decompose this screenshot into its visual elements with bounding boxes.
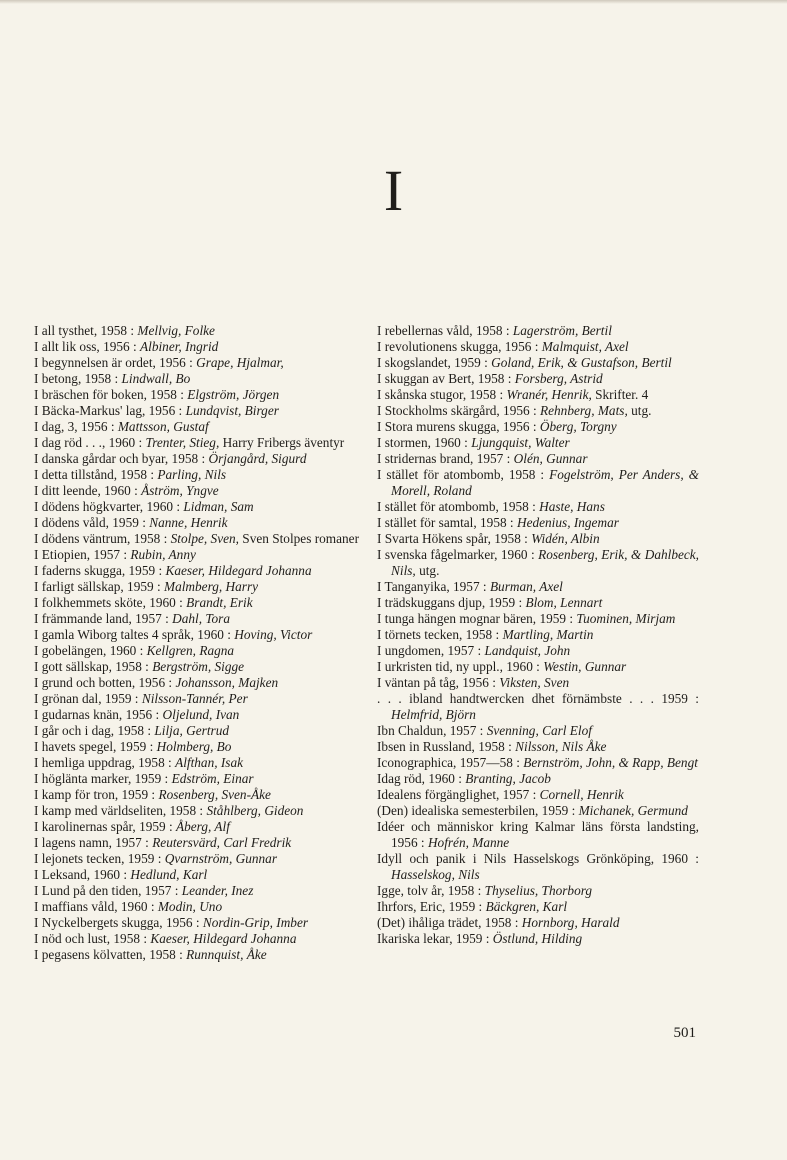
entry-title: I ungdomen, 1957 : — [377, 643, 485, 658]
entry-author: Fogelström, Per Anders, & Morell, Roland — [391, 467, 700, 498]
entry-title: I stormen, 1960 : — [377, 435, 472, 450]
index-entry — [377, 627, 699, 643]
index-entry — [34, 915, 367, 931]
entry-title: I urkristen tid, ny uppl., 1960 : — [377, 659, 544, 674]
index-entry — [377, 819, 699, 851]
index-entry — [34, 547, 367, 563]
entry-author: Stolpe, Sven, — [170, 531, 239, 546]
entry-title: I grund och botten, 1956 : — [34, 675, 176, 690]
entry-title: I betong, 1958 : — [34, 371, 122, 386]
entry-title: I lejonets tecken, 1959 : — [34, 851, 165, 866]
entry-author: Brandt, Erik — [186, 595, 253, 610]
entry-title: I Leksand, 1960 : — [34, 867, 131, 882]
entry-title: I farligt sällskap, 1959 : — [34, 579, 164, 594]
entry-title: I revolutionens skugga, 1956 : — [377, 339, 542, 354]
entry-title: Idag röd, 1960 : — [377, 771, 466, 786]
entry-author: Bernström, John, & Rapp, Bengt — [523, 755, 698, 770]
entry-author: Westin, Gunnar — [543, 659, 627, 674]
index-entry — [377, 739, 699, 755]
entry-author: Trenter, Stieg, — [145, 435, 220, 450]
entry-author: Hedenius, Ingemar — [516, 515, 619, 530]
index-entry — [34, 419, 367, 435]
entry-author: Viksten, Sven — [499, 675, 570, 690]
entry-author: Oljelund, Ivan — [162, 707, 240, 722]
index-entry — [34, 643, 367, 659]
entry-title: I höglänta marker, 1959 : — [34, 771, 172, 786]
entry-author: Thyselius, Thorborg — [484, 883, 593, 898]
entry-author: Lilja, Gertrud — [154, 723, 230, 738]
entry-title: I kamp med världseliten, 1958 : — [34, 803, 207, 818]
index-entry — [34, 867, 367, 883]
index-entry — [34, 579, 367, 595]
entry-title: I törnets tecken, 1958 : — [377, 627, 503, 642]
entry-extra: utg. — [627, 403, 652, 418]
entry-title: I dag, 3, 1956 : — [34, 419, 118, 434]
entry-title: I främmande land, 1957 : — [34, 611, 173, 626]
entry-title: I Nyckelbergets skugga, 1956 : — [34, 915, 203, 930]
entry-author: Landquist, John — [484, 643, 571, 658]
entry-title: I går och i dag, 1958 : — [34, 723, 155, 738]
left-column — [34, 323, 367, 963]
entry-title: (Det) ihåliga trädet, 1958 : — [377, 915, 522, 930]
entry-title: I bräschen för boken, 1958 : — [34, 387, 188, 402]
index-entry — [377, 387, 699, 403]
entry-author: Rosenberg, Sven-Åke — [158, 787, 271, 802]
entry-author: Lindwall, Bo — [121, 371, 191, 386]
index-entry — [34, 835, 367, 851]
index-entry — [377, 499, 699, 515]
entry-author: Hedlund, Karl — [130, 867, 208, 882]
index-entry — [34, 707, 367, 723]
entry-title: I ditt leende, 1960 : — [34, 483, 142, 498]
entry-author: Holmberg, Bo — [156, 739, 232, 754]
entry-title: Iconographica, 1957—58 : — [377, 755, 524, 770]
index-entry — [377, 547, 699, 579]
entry-author: Bäckgren, Karl — [485, 899, 568, 914]
index-entry — [377, 755, 699, 771]
index-entry — [34, 499, 367, 515]
entry-author: Martling, Martin — [502, 627, 594, 642]
entry-author: Dahl, Tora — [172, 611, 230, 626]
entry-extra: Harry Fribergs äventyr — [219, 435, 345, 450]
index-entry — [377, 371, 699, 387]
entry-author: Wranér, Henrik, — [506, 387, 592, 402]
entry-title: I begynnelsen är ordet, 1956 : — [34, 355, 197, 370]
entry-title: I Tanganyika, 1957 : — [377, 579, 490, 594]
entry-author: Tuominen, Mirjam — [576, 611, 676, 626]
entry-author: Rehnberg, Mats, — [540, 403, 628, 418]
index-entry — [34, 515, 367, 531]
entry-author: Modin, Uno — [157, 899, 223, 914]
entry-author: Michanek, Germund — [578, 803, 688, 818]
index-entry — [34, 883, 367, 899]
entry-author: Kellgren, Ragna — [146, 643, 235, 658]
entry-title: I Etiopien, 1957 : — [34, 547, 131, 562]
entry-author: Leander, Inez — [181, 883, 254, 898]
entry-author: Cornell, Henrik — [539, 787, 624, 802]
entry-title: Ibn Chaldun, 1957 : — [377, 723, 487, 738]
entry-author: Runnquist, Åke — [186, 947, 267, 962]
entry-author: Burman, Axel — [489, 579, 563, 594]
entry-author: Nilsson-Tannér, Per — [141, 691, 248, 706]
entry-author: Widén, Albin — [531, 531, 600, 546]
entry-title: I gobelängen, 1960 : — [34, 643, 147, 658]
index-entry — [34, 595, 367, 611]
entry-title: I dag röd . . ., 1960 : — [34, 435, 146, 450]
index-entry — [377, 595, 699, 611]
entry-title: I skånska stugor, 1958 : — [377, 387, 507, 402]
entry-author: Edström, Einar — [171, 771, 254, 786]
entry-author: Malmquist, Axel — [541, 339, 629, 354]
entry-author: Albiner, Ingrid — [140, 339, 219, 354]
entry-title: I rebellernas våld, 1958 : — [377, 323, 513, 338]
entry-author: Reutersvärd, Carl Fredrik — [152, 835, 292, 850]
entry-author: Ståhlberg, Gideon — [206, 803, 304, 818]
index-entry — [377, 451, 699, 467]
entry-author: Helmfrid, Björn — [391, 707, 476, 722]
index-entry — [34, 771, 367, 787]
entry-title: Ikariska lekar, 1959 : — [377, 931, 493, 946]
entry-title: I Bäcka-Markus' lag, 1956 : — [34, 403, 186, 418]
entry-title: I gott sällskap, 1958 : — [34, 659, 153, 674]
entry-author: Mattsson, Gustaf — [117, 419, 209, 434]
entry-title: I dödens högkvarter, 1960 : — [34, 499, 184, 514]
entry-author: Kaeser, Hildegard Johanna — [165, 563, 312, 578]
entry-title: I maffians våld, 1960 : — [34, 899, 158, 914]
entry-title: Igge, tolv år, 1958 : — [377, 883, 485, 898]
entry-author: Branting, Jacob — [465, 771, 551, 786]
entry-title: I pegasens kölvatten, 1958 : — [34, 947, 187, 962]
entry-author: Lundqvist, Birger — [185, 403, 279, 418]
entry-title: I detta tillstånd, 1958 : — [34, 467, 158, 482]
index-entry — [34, 403, 367, 419]
entry-extra: Sven Stolpes romaner — [238, 531, 359, 546]
entry-title: I stället för samtal, 1958 : — [377, 515, 517, 530]
entry-title: I tunga hängen mognar bären, 1959 : — [377, 611, 577, 626]
entry-title: I folkhemmets sköte, 1960 : — [34, 595, 187, 610]
entry-title: I allt lik oss, 1956 : — [34, 339, 141, 354]
index-entry — [377, 771, 699, 787]
entry-author: Hoving, Victor — [234, 627, 313, 642]
entry-author: Rosenberg, Erik, & Dahlbeck, Nils, — [391, 547, 700, 578]
entry-title: I dödens våld, 1959 : — [34, 515, 150, 530]
index-entry — [34, 355, 367, 371]
entry-title: I skogslandet, 1959 : — [377, 355, 492, 370]
entry-author: Lagerström, Bertil — [512, 323, 612, 338]
index-entry — [34, 323, 367, 339]
index-entry — [377, 419, 699, 435]
index-entry — [34, 947, 367, 963]
index-entry — [34, 803, 367, 819]
index-entry — [377, 467, 699, 499]
entry-author: Nilsson, Nils Åke — [515, 739, 607, 754]
entry-title: (Den) idealiska semesterbilen, 1959 : — [377, 803, 579, 818]
index-entry — [377, 515, 699, 531]
entry-title: Ihrfors, Eric, 1959 : — [377, 899, 486, 914]
entry-author: Åberg, Alf — [176, 819, 230, 834]
entry-author: Östlund, Hilding — [492, 931, 583, 946]
index-entry — [34, 435, 367, 451]
entry-title: I väntan på tåg, 1956 : — [377, 675, 500, 690]
index-entry — [34, 851, 367, 867]
index-entry — [377, 915, 699, 931]
entry-author: Qvarnström, Gunnar — [164, 851, 278, 866]
index-entry — [377, 883, 699, 899]
top-edge — [0, 0, 787, 4]
index-entry — [34, 387, 367, 403]
index-entry — [377, 403, 699, 419]
index-entry — [377, 899, 699, 915]
entry-extra: Skrifter. 4 — [591, 387, 649, 402]
entry-author: Lidman, Sam — [183, 499, 254, 514]
entry-title: Idéer och människor kring Kalmar läns första landsting, 1956 : — [377, 819, 699, 850]
entry-title: I svenska fågelmarker, 1960 : — [377, 547, 539, 562]
index-entry — [377, 723, 699, 739]
entry-author: Svenning, Carl Elof — [486, 723, 592, 738]
index-entry — [34, 627, 367, 643]
index-entry — [34, 563, 367, 579]
index-entry — [377, 787, 699, 803]
entry-author: Mellvig, Folke — [137, 323, 215, 338]
index-entry — [34, 371, 367, 387]
entry-title: I faderns skugga, 1959 : — [34, 563, 166, 578]
index-entry — [34, 723, 367, 739]
entry-author: Haste, Hans — [539, 499, 605, 514]
entry-author: Forsberg, Astrid — [514, 371, 603, 386]
entry-author: Blom, Lennart — [525, 595, 603, 610]
entry-title: I grönan dal, 1959 : — [34, 691, 142, 706]
entry-author: Alfthan, Isak — [175, 755, 244, 770]
index-entry — [377, 803, 699, 819]
entry-author: Kaeser, Hildegard Johanna — [150, 931, 297, 946]
index-entry — [377, 339, 699, 355]
entry-title: I karolinernas spår, 1959 : — [34, 819, 176, 834]
index-entry — [34, 451, 367, 467]
index-entry — [34, 483, 367, 499]
entry-author: Nanne, Henrik — [149, 515, 228, 530]
entry-title: I dödens väntrum, 1958 : — [34, 531, 171, 546]
index-entry — [34, 899, 367, 915]
index-entry — [377, 531, 699, 547]
entry-extra: utg. — [415, 563, 440, 578]
entry-title: I gudarnas knän, 1956 : — [34, 707, 163, 722]
index-entry — [377, 691, 699, 723]
entry-title: I Stockholms skärgård, 1956 : — [377, 403, 540, 418]
entry-title: I stället för atombomb, 1958 : — [377, 499, 540, 514]
entry-author: Rubin, Anny — [130, 547, 196, 562]
index-entry — [34, 611, 367, 627]
entry-title: I nöd och lust, 1958 : — [34, 931, 151, 946]
entry-author: Malmberg, Harry — [164, 579, 259, 594]
entry-author: Parling, Nils — [157, 467, 227, 482]
index-entry — [34, 339, 367, 355]
entry-title: I havets spegel, 1959 : — [34, 739, 157, 754]
index-entry — [377, 643, 699, 659]
index-entry — [377, 355, 699, 371]
entry-author: Bergström, Sigge — [152, 659, 245, 674]
index-entry — [34, 739, 367, 755]
index-entry — [34, 691, 367, 707]
entry-title: I all tysthet, 1958 : — [34, 323, 138, 338]
index-entry — [377, 675, 699, 691]
index-entry — [377, 931, 699, 947]
entry-title: I kamp för tron, 1959 : — [34, 787, 159, 802]
entry-author: Hofrén, Manne — [427, 835, 510, 850]
index-entry — [34, 787, 367, 803]
entry-author: Hasselskog, Nils — [391, 867, 480, 882]
entry-title: I stridernas brand, 1957 : — [377, 451, 514, 466]
entry-author: Örjangård, Sigurd — [208, 451, 307, 466]
index-entry — [34, 531, 367, 547]
index-entry — [377, 435, 699, 451]
index-entry — [377, 659, 699, 675]
entry-title: Idyll och panik i Nils Hasselskogs Grönköping, 1960 : — [377, 851, 699, 866]
index-entry — [377, 579, 699, 595]
index-entry — [34, 659, 367, 675]
entry-title: I Stora murens skugga, 1956 : — [377, 419, 540, 434]
entry-author: Grape, Hjalmar, — [196, 355, 284, 370]
entry-author: Elgström, Jörgen — [187, 387, 280, 402]
entry-author: Hornborg, Harald — [521, 915, 620, 930]
entry-title: I stället för atombomb, 1958 : — [377, 467, 550, 482]
entry-author: Goland, Erik, & Gustafson, Bertil — [491, 355, 672, 370]
entry-title: I Lund på den tiden, 1957 : — [34, 883, 182, 898]
entry-author: Nordin-Grip, Imber — [202, 915, 309, 930]
entry-title: . . . ibland handtwercken dhet förnämbste . . . 1959 : — [377, 691, 699, 706]
entry-author: Olén, Gunnar — [513, 451, 588, 466]
index-entry — [34, 931, 367, 947]
entry-title: I gamla Wiborg taltes 4 språk, 1960 : — [34, 627, 235, 642]
entry-author: Öberg, Torgny — [539, 419, 617, 434]
index-entry — [34, 467, 367, 483]
entry-author: Ljungquist, Walter — [471, 435, 570, 450]
entry-author: Åström, Yngve — [141, 483, 219, 498]
section-letter: I — [383, 158, 404, 223]
index-entry — [377, 323, 699, 339]
entry-title: I Svarta Hökens spår, 1958 : — [377, 531, 532, 546]
index-entry — [377, 611, 699, 627]
entry-author: Johansson, Majken — [175, 675, 279, 690]
entry-title: I trädskuggans djup, 1959 : — [377, 595, 526, 610]
entry-title: Ibsen in Russland, 1958 : — [377, 739, 516, 754]
entry-title: I lagens namn, 1957 : — [34, 835, 153, 850]
index-entry — [34, 819, 367, 835]
page-number: 501 — [673, 1025, 696, 1041]
entry-title: Idealens förgänglighet, 1957 : — [377, 787, 540, 802]
entry-title: I hemliga uppdrag, 1958 : — [34, 755, 176, 770]
index-entry — [34, 755, 367, 771]
entry-title: I skuggan av Bert, 1958 : — [377, 371, 515, 386]
index-entry — [34, 675, 367, 691]
right-column — [377, 323, 699, 947]
index-entry — [377, 851, 699, 883]
entry-title: I danska gårdar och byar, 1958 : — [34, 451, 209, 466]
